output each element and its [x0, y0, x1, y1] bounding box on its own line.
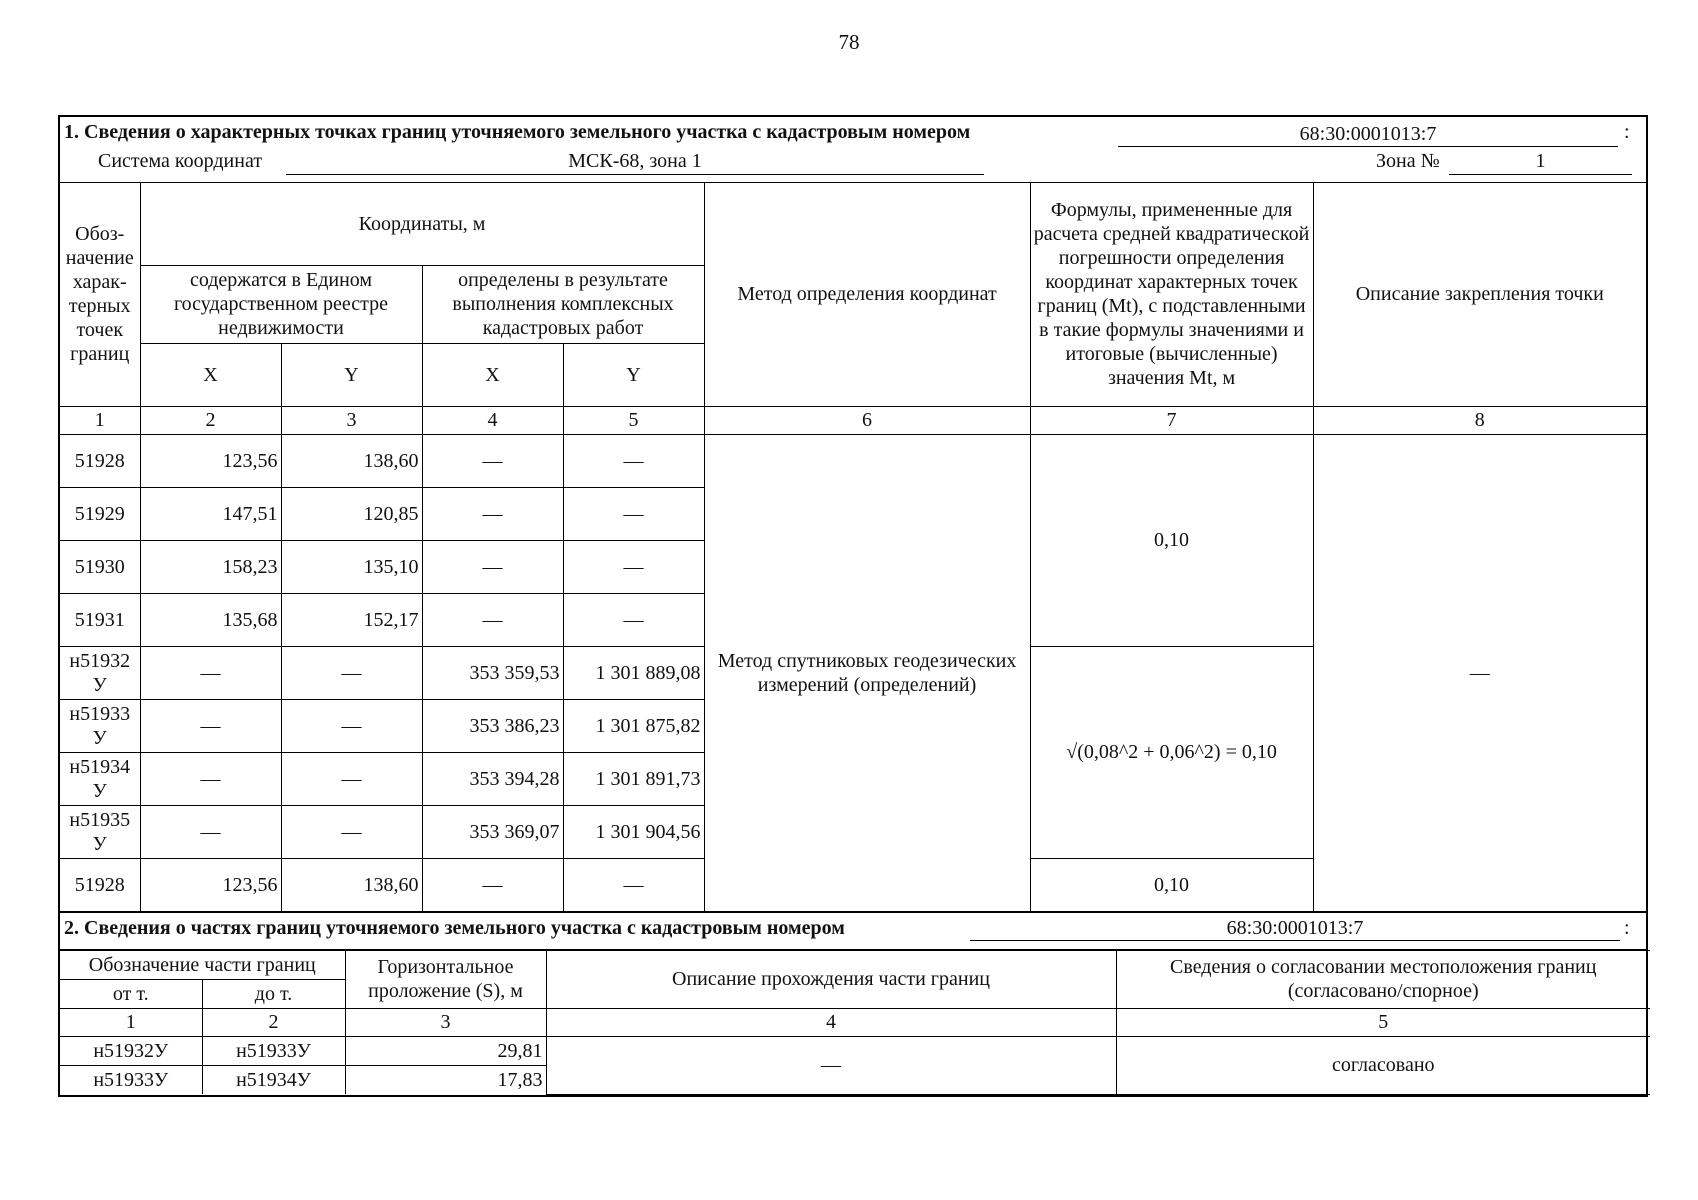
- point-id: н51933 У: [60, 699, 140, 752]
- x-kkr: —: [422, 858, 563, 911]
- header-agreement: Сведения о согласовании местоположения границ (согласовано/спорное): [1116, 950, 1650, 1008]
- x-kkr: 353 359,53: [422, 646, 563, 699]
- mt-value-bottom: 0,10: [1030, 858, 1313, 911]
- part-from: н51932У: [60, 1036, 202, 1065]
- x-kkr: 353 386,23: [422, 699, 563, 752]
- mt-value-formula: √(0,08^2 + 0,06^2) = 0,10: [1030, 646, 1313, 858]
- header-x1: X: [140, 343, 281, 406]
- col-number: 5: [1116, 1008, 1650, 1036]
- section1-header: [60, 117, 1646, 183]
- part-to: н51934У: [202, 1065, 345, 1094]
- col-number: 2: [140, 406, 281, 434]
- mt-value-top: 0,10: [1030, 434, 1313, 646]
- header-method: Метод определения координат: [704, 183, 1030, 406]
- col-number: 8: [1313, 406, 1646, 434]
- col-number: 4: [422, 406, 563, 434]
- section2-title: 2. Сведения о частях границ уточняемого земельного участка с кадастровым номером: [64, 916, 845, 939]
- section2-cadastral-number: 68:30:0001013:7: [970, 917, 1620, 941]
- point-id: 51931: [60, 593, 140, 646]
- header-designation: Обоз-начение харак-терных точек границ: [60, 183, 140, 406]
- x-egrn: 158,23: [140, 540, 281, 593]
- page-number: 78: [838, 30, 860, 54]
- x-kkr: 353 394,28: [422, 752, 563, 805]
- table-row: [60, 434, 1646, 487]
- header-to: до т.: [202, 979, 345, 1008]
- x-egrn: —: [140, 646, 281, 699]
- table-row: [60, 1036, 1650, 1065]
- part-description: —: [546, 1036, 1116, 1094]
- y-egrn: 138,60: [281, 434, 422, 487]
- section2-header: [60, 912, 1646, 950]
- y-egrn: —: [281, 752, 422, 805]
- x-egrn: —: [140, 805, 281, 858]
- point-id: 51930: [60, 540, 140, 593]
- x-egrn: 123,56: [140, 858, 281, 911]
- point-id: н51932 У: [60, 646, 140, 699]
- part-agreement: согласовано: [1116, 1036, 1650, 1094]
- y-kkr: —: [563, 593, 704, 646]
- zone-value: 1: [1449, 150, 1632, 175]
- fixing-value: —: [1313, 434, 1646, 911]
- header-description: Описание прохождения части границ: [546, 950, 1116, 1008]
- col-number: 4: [546, 1008, 1116, 1036]
- col-number: 1: [60, 406, 140, 434]
- header-fixing: Описание закрепления точки: [1313, 183, 1646, 406]
- x-egrn: 147,51: [140, 487, 281, 540]
- col-number: 5: [563, 406, 704, 434]
- point-id: 51928: [60, 858, 140, 911]
- part-to: н51933У: [202, 1036, 345, 1065]
- x-egrn: —: [140, 752, 281, 805]
- y-egrn: 152,17: [281, 593, 422, 646]
- y-egrn: 120,85: [281, 487, 422, 540]
- part-length: 17,83: [345, 1065, 546, 1094]
- y-kkr: —: [563, 858, 704, 911]
- y-egrn: —: [281, 805, 422, 858]
- col-number: 7: [1030, 406, 1313, 434]
- zone-label: Зона №: [1376, 150, 1440, 172]
- y-egrn: —: [281, 699, 422, 752]
- y-kkr: 1 301 891,73: [563, 752, 704, 805]
- col-number: 3: [281, 406, 422, 434]
- point-id: н51934 У: [60, 752, 140, 805]
- cadastral-document: [58, 115, 1648, 1097]
- boundary-parts-table: [60, 950, 1650, 1095]
- col-number: 2: [202, 1008, 345, 1036]
- coord-system-label: Система координат: [98, 150, 263, 172]
- x-kkr: —: [422, 434, 563, 487]
- col-number: 3: [345, 1008, 546, 1036]
- y-kkr: 1 301 889,08: [563, 646, 704, 699]
- col-number: 1: [60, 1008, 202, 1036]
- y-egrn: 135,10: [281, 540, 422, 593]
- x-egrn: 123,56: [140, 434, 281, 487]
- y-kkr: —: [563, 540, 704, 593]
- header-from: от т.: [60, 979, 202, 1008]
- x-egrn: 135,68: [140, 593, 281, 646]
- method-value: Метод спутниковых геодезических измерений (определений): [704, 434, 1030, 911]
- coord-system-value: МСК-68, зона 1: [286, 150, 984, 175]
- x-kkr: —: [422, 487, 563, 540]
- x-kkr: 353 369,07: [422, 805, 563, 858]
- header-y2: Y: [563, 343, 704, 406]
- part-length: 29,81: [345, 1036, 546, 1065]
- point-id: 51929: [60, 487, 140, 540]
- header-y1: Y: [281, 343, 422, 406]
- header-horizontal: Горизонтальное проложение (S), м: [345, 950, 546, 1008]
- section1-title: 1. Сведения о характерных точках границ уточняемого земельного участка с кадастровым номером: [64, 121, 971, 143]
- y-kkr: 1 301 875,82: [563, 699, 704, 752]
- section2-colon: :: [1624, 916, 1630, 939]
- header-kkr: определены в результате выполнения комплексных кадастровых работ: [422, 265, 704, 343]
- section1-cadastral-number: 68:30:0001013:7: [1118, 123, 1618, 147]
- header-part-designation: Обозначение части границ: [60, 950, 345, 979]
- y-kkr: —: [563, 487, 704, 540]
- y-egrn: —: [281, 646, 422, 699]
- y-kkr: —: [563, 434, 704, 487]
- x-kkr: —: [422, 540, 563, 593]
- col-number: 6: [704, 406, 1030, 434]
- point-id: 51928: [60, 434, 140, 487]
- point-id: н51935 У: [60, 805, 140, 858]
- section1-colon: :: [1624, 121, 1630, 143]
- header-formulas: Формулы, примененные для расчета средней квадратической погрешности определения координат характерных точек границ (Mt), с подставленными в такие формулы значениями и итоговые (вычисленные) значения Mt, м: [1030, 183, 1313, 406]
- points-table: [60, 183, 1646, 912]
- x-egrn: —: [140, 699, 281, 752]
- part-from: н51933У: [60, 1065, 202, 1094]
- header-coordinates: Координаты, м: [140, 183, 704, 265]
- header-egrn: содержатся в Едином государственном реестре недвижимости: [140, 265, 422, 343]
- y-kkr: 1 301 904,56: [563, 805, 704, 858]
- x-kkr: —: [422, 593, 563, 646]
- y-egrn: 138,60: [281, 858, 422, 911]
- header-x2: X: [422, 343, 563, 406]
